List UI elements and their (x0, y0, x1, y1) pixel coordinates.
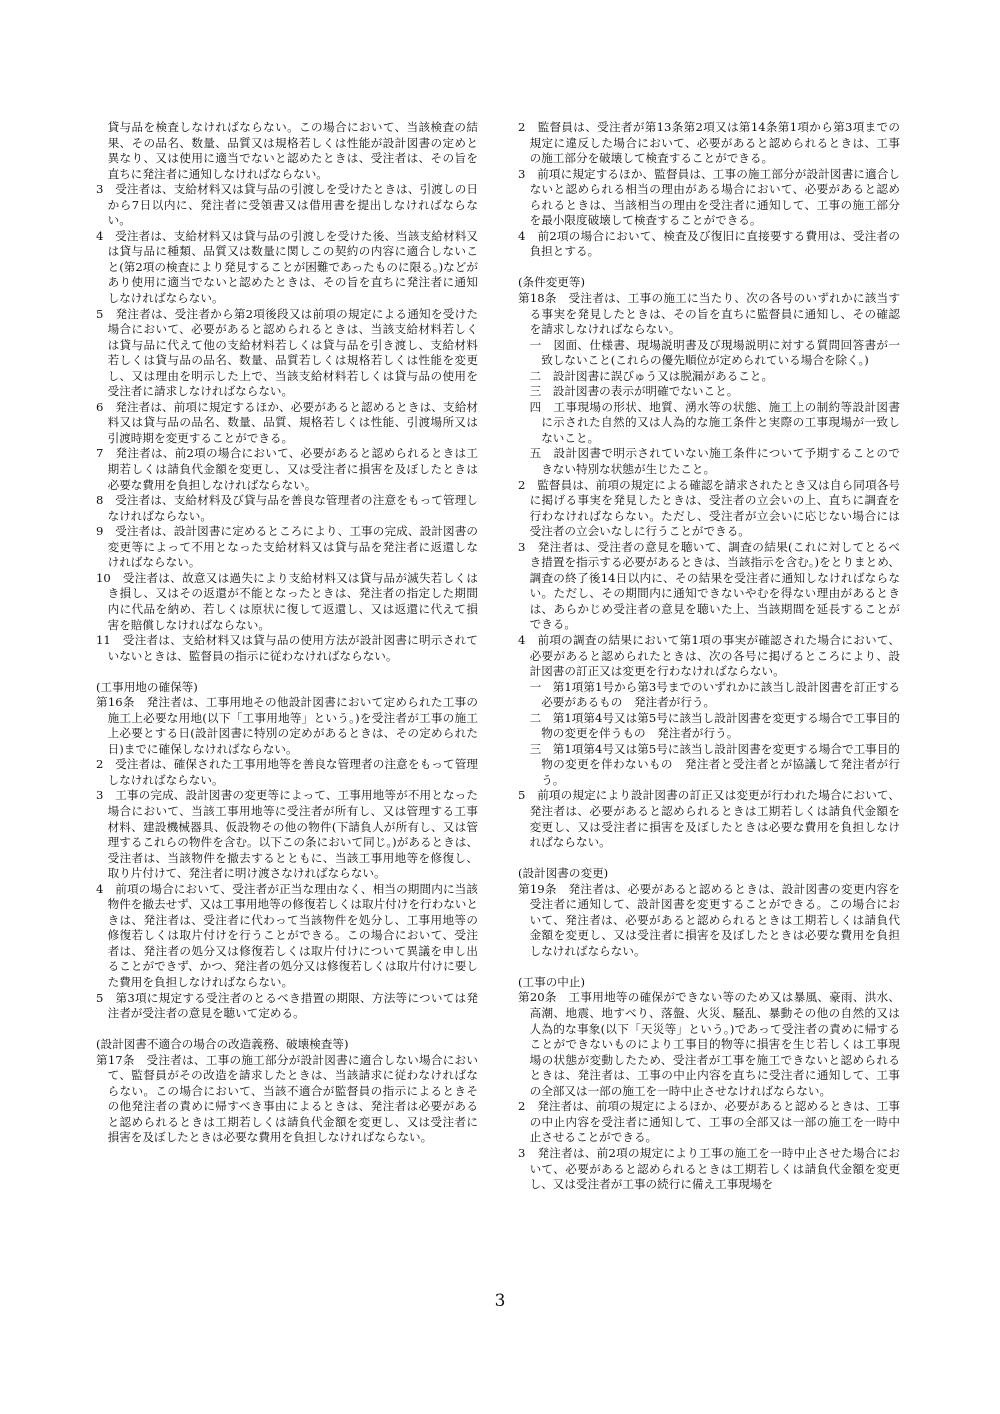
paragraph: 4 受注者は、支給材料又は貸与品の引渡しを受けた後、当該支給材料又は貸与品に種類、品質又は数量に関しこの契約の内容に適合しないこと(第2項の検査により発見することが困難であったものに限る。)などがあり使用に適当でないと認めたときは、その旨を直ちに発注者に通知しなければならない。 (96, 228, 478, 306)
paragraph: 3 工事の完成、設計図書の変更等によって、工事用地等が不用となった場合において、当該工事用地等に受注者が所有し、又は管理する工事材料、建設機械器具、仮設物その他の物件(下請負人が所有し、又は管理するこれらの物件を含む。以下この条において同じ。)があるときは、受注者は、当該物件を撤去するとともに、当該工事用地等を修復し、取り片付けて、発注者に明け渡さなければならない。 (96, 788, 478, 881)
page-number: 3 (494, 1291, 506, 1311)
paragraph: 3 発注者は、前2項の規定により工事の施工を一時中止させた場合において、必要があると認められるときは工期若しくは請負代金額を変更し、又は受注者が工事の続行に備え工事現場を (518, 1145, 900, 1192)
section-heading: (設計図書の変更) (518, 866, 609, 881)
paragraph: 第18条 受注者は、工事の施工に当たり、次の各号のいずれかに該当する事実を発見したときは、その旨を直ちに監督員に通知し、その確認を請求しなければならない。 (518, 290, 900, 337)
paragraph: 一 図面、仕様書、現場説明書及び現場説明に対する質問回答書が一致しないこと(これらの優先順位が定められている場合を除く。) (529, 337, 900, 368)
section-heading: (条件変更等) (518, 275, 586, 290)
section-heading: (工事用地の確保等) (96, 679, 198, 694)
paragraph: 10 受注者は、故意又は過失により支給材料又は貸与品が滅失若しくはき損し、又はその返還が不能となったときは、発注者の指定した期間内に代品を納め、若しくは原状に復して返還し、又は返還に代えて損害を賠償しなければならない。 (96, 570, 478, 632)
paragraph: 4 前2項の場合において、検査及び復旧に直接要する費用は、受注者の負担とする。 (518, 228, 900, 259)
paragraph: 4 前項の場合において、受注者が正当な理由なく、相当の期間内に当該物件を撤去せず、又は工事用地等の修復若しくは取片付けを行わないときは、発注者は、受注者に代わって当該物件を処分し、工事用地等の修復若しくは取片付けを行うことができる。この場合において、受注者は、発注者の処分又は修復若しくは取片付けについて異議を申し出ることができず、かつ、発注者の処分又は修復若しくは取片付けに要した費用を負担しなければならない。 (96, 881, 478, 990)
paragraph: 3 発注者は、受注者の意見を聴いて、調査の結果(これに対してとるべき措置を指示する必要があるときは、当該指示を含む。)をとりまとめ、調査の終了後14日以内に、その結果を受注者に通知しなければならない。ただし、その期間内に通知できないやむを得ない理由があるときは、あらかじめ受注者の意見を聴いた上、当該期間を延長することができる。 (518, 539, 900, 632)
paragraph-gap (518, 851, 900, 867)
section-heading: (工事の中止) (518, 974, 586, 989)
paragraph-gap (518, 959, 900, 975)
paragraph: 3 受注者は、支給材料又は貸与品の引渡しを受けたときは、引渡しの日から7日以内に、発注者に受領書又は借用書を提出しなければならない。 (96, 182, 478, 228)
paragraph: 7 発注者は、前2項の場合において、必要があると認められるときは工期若しくは請負代金額を変更し、又は受注者に損害を及ぼしたときは必要な費用を負担しなければならない。 (96, 446, 478, 492)
section-heading: (設計図書不適合の場合の改造義務、破壊検査等) (96, 1037, 349, 1052)
right-column (518, 120, 900, 1193)
paragraph: 二 設計図書に誤びゅう又は脱漏があること。 (529, 368, 774, 383)
paragraph: 2 受注者は、確保された工事用地等を善良な管理者の注意をもって管理しなければならない。 (96, 757, 478, 787)
paragraph: 9 受注者は、設計図書に定めるところにより、工事の完成、設計図書の変更等によって不用となった支給材料又は貸与品を発注者に返還しなければならない。 (96, 524, 478, 570)
left-column (96, 120, 478, 1146)
paragraph: 第17条 受注者は、工事の施工部分が設計図書に適合しない場合において、監督員がその改造を請求したときは、当該請求に従わなければならない。この場合において、当該不適合が監督員の指示によるときその他発注者の責めに帰すべき事由によるときは、発注者は必要があると認められるときは工期若しくは請負代金額を変更し、又は受注者に損害を及ぼしたときは必要な費用を負担しなければならない。 (96, 1052, 478, 1145)
paragraph: 5 第3項に規定する受注者のとるべき措置の期限、方法等については発注者が受注者の意見を聴いて定める。 (96, 990, 478, 1021)
paragraph: 一 第1項第1号から第3号までのいずれかに該当し設計図書を訂正する必要があるもの 発注者が行う。 (529, 679, 900, 710)
paragraph: 4 前項の調査の結果において第1項の事実が確認された場合において、必要があると認められたときは、次の各号に掲げるところにより、設計図書の訂正又は変更を行わなければならない。 (518, 633, 900, 679)
paragraph: 2 発注者は、前項の規定によるほか、必要があると認めるときは、工事の中止内容を受注者に通知して、工事の全部又は一部の施工を一時中止させることができる。 (518, 1099, 900, 1145)
paragraph: 四 工事現場の形状、地質、湧水等の状態、施工上の制約等設計図書に示された自然的又は人為的な施工条件と実際の工事現場が一致しないこと。 (529, 399, 900, 445)
paragraph-gap (96, 1022, 478, 1038)
paragraph: 11 受注者は、支給材料又は貸与品の使用方法が設計図書に明示されていないときは、監督員の指示に従わなければならない。 (96, 633, 478, 663)
paragraph: 第20条 工事用地等の確保ができない等のため又は暴風、豪雨、洪水、高潮、地震、地すべり、落盤、火災、騒乱、暴動その他の自然的又は人為的な事象(以下「天災等」という。)であって受注者の責めに帰することができないものにより工事目的物等に損害を生じ若しくは工事現場の状態が変動したため、受注者が工事を施工できないと認められるときは、発注者は、工事の中止内容を直ちに受注者に通知して、工事の全部又は一部の施工を一時中止させなければならない。 (518, 990, 900, 1098)
paragraph-gap (96, 664, 478, 680)
paragraph: 第19条 発注者は、必要があると認めるときは、設計図書の変更内容を受注者に通知して、設計図書を変更することができる。この場合において、発注者は、必要があると認められるときは工期若しくは請負代金額を変更し、又は受注者に損害を及ぼしたときは必要な費用を負担しなければならない。 (518, 881, 900, 958)
paragraph: 2 監督員は、受注者が第13条第2項又は第14条第1項から第3項までの規定に違反した場合において、必要があると認められるときは、工事の施工部分を破壊して検査することができる。 (518, 120, 900, 166)
paragraph: 貸与品を検査しなければならない。この場合において、当該検査の結果、その品名、数量、品質又は規格若しくは性能が設計図書の定めと異なり、又は使用に適当でないと認めたときは、受注者は、その旨を直ちに発注者に通知しなければならない。 (107, 120, 478, 181)
paragraph-gap (518, 260, 900, 276)
paragraph: 二 第1項第4号又は第5号に該当し設計図書を変更する場合で工事目的物の変更を伴うもの 発注者が行う。 (529, 710, 900, 741)
paragraph: 五 設計図書で明示されていない施工条件について予期することのできない特別な状態が生じたこと。 (529, 446, 900, 476)
paragraph: 5 発注者は、受注者から第2項後段又は前項の規定による通知を受けた場合において、必要があると認められるときは、当該支給材料若しくは貸与品に代えて他の支給材料若しくは貸与品を引き渡し、支給材料若しくは貸与品の品名、数量、品質若しくは規格若しくは性能を変更し、又は理由を明示した上で、当該支給材料若しくは貸与品の使用を受注者に請求しなければならない。 (96, 306, 478, 399)
paragraph: 2 監督員は、前項の規定による確認を請求されたとき又は自ら同項各号に掲げる事実を発見したときは、受注者の立会いの上、直ちに調査を行わなければならない。ただし、受注者が立会いに応じない場合には受注者の立会いなしに行うことができる。 (518, 477, 900, 539)
paragraph: 5 前項の規定により設計図書の訂正又は変更が行われた場合において、発注者は、必要があると認められるときは工期若しくは請負代金額を変更し、又は受注者に損害を及ぼしたときは必要な費用を負担しなければならない。 (518, 788, 900, 850)
paragraph: 三 第1項第4号又は第5号に該当し設計図書を変更する場合で工事目的物の変更を伴わないもの 発注者と受注者とが協議して発注者が行う。 (529, 741, 900, 787)
paragraph: 3 前項に規定するほか、監督員は、工事の施工部分が設計図書に適合しないと認められる相当の理由がある場合において、必要があると認められるときは、当該相当の理由を受注者に通知して、工事の施工部分を最小限度破壊して検査することができる。 (518, 166, 900, 228)
paragraph: 三 設計図書の表示が明確でないこと。 (529, 384, 739, 399)
paragraph: 第16条 発注者は、工事用地その他設計図書において定められた工事の施工上必要な用地(以下「工事用地等」という。)を受注者が工事の施工上必要とする日(設計図書に特別の定めがあるときは、その定められた日)までに確保しなければならない。 (96, 695, 478, 756)
paragraph: 8 受注者は、支給材料及び貸与品を善良な管理者の注意をもって管理しなければならない。 (96, 493, 478, 523)
paragraph: 6 発注者は、前項に規定するほか、必要があると認めるときは、支給材料又は貸与品の品名、数量、品質、規格若しくは性能、引渡場所又は引渡時期を変更することができる。 (96, 399, 478, 445)
